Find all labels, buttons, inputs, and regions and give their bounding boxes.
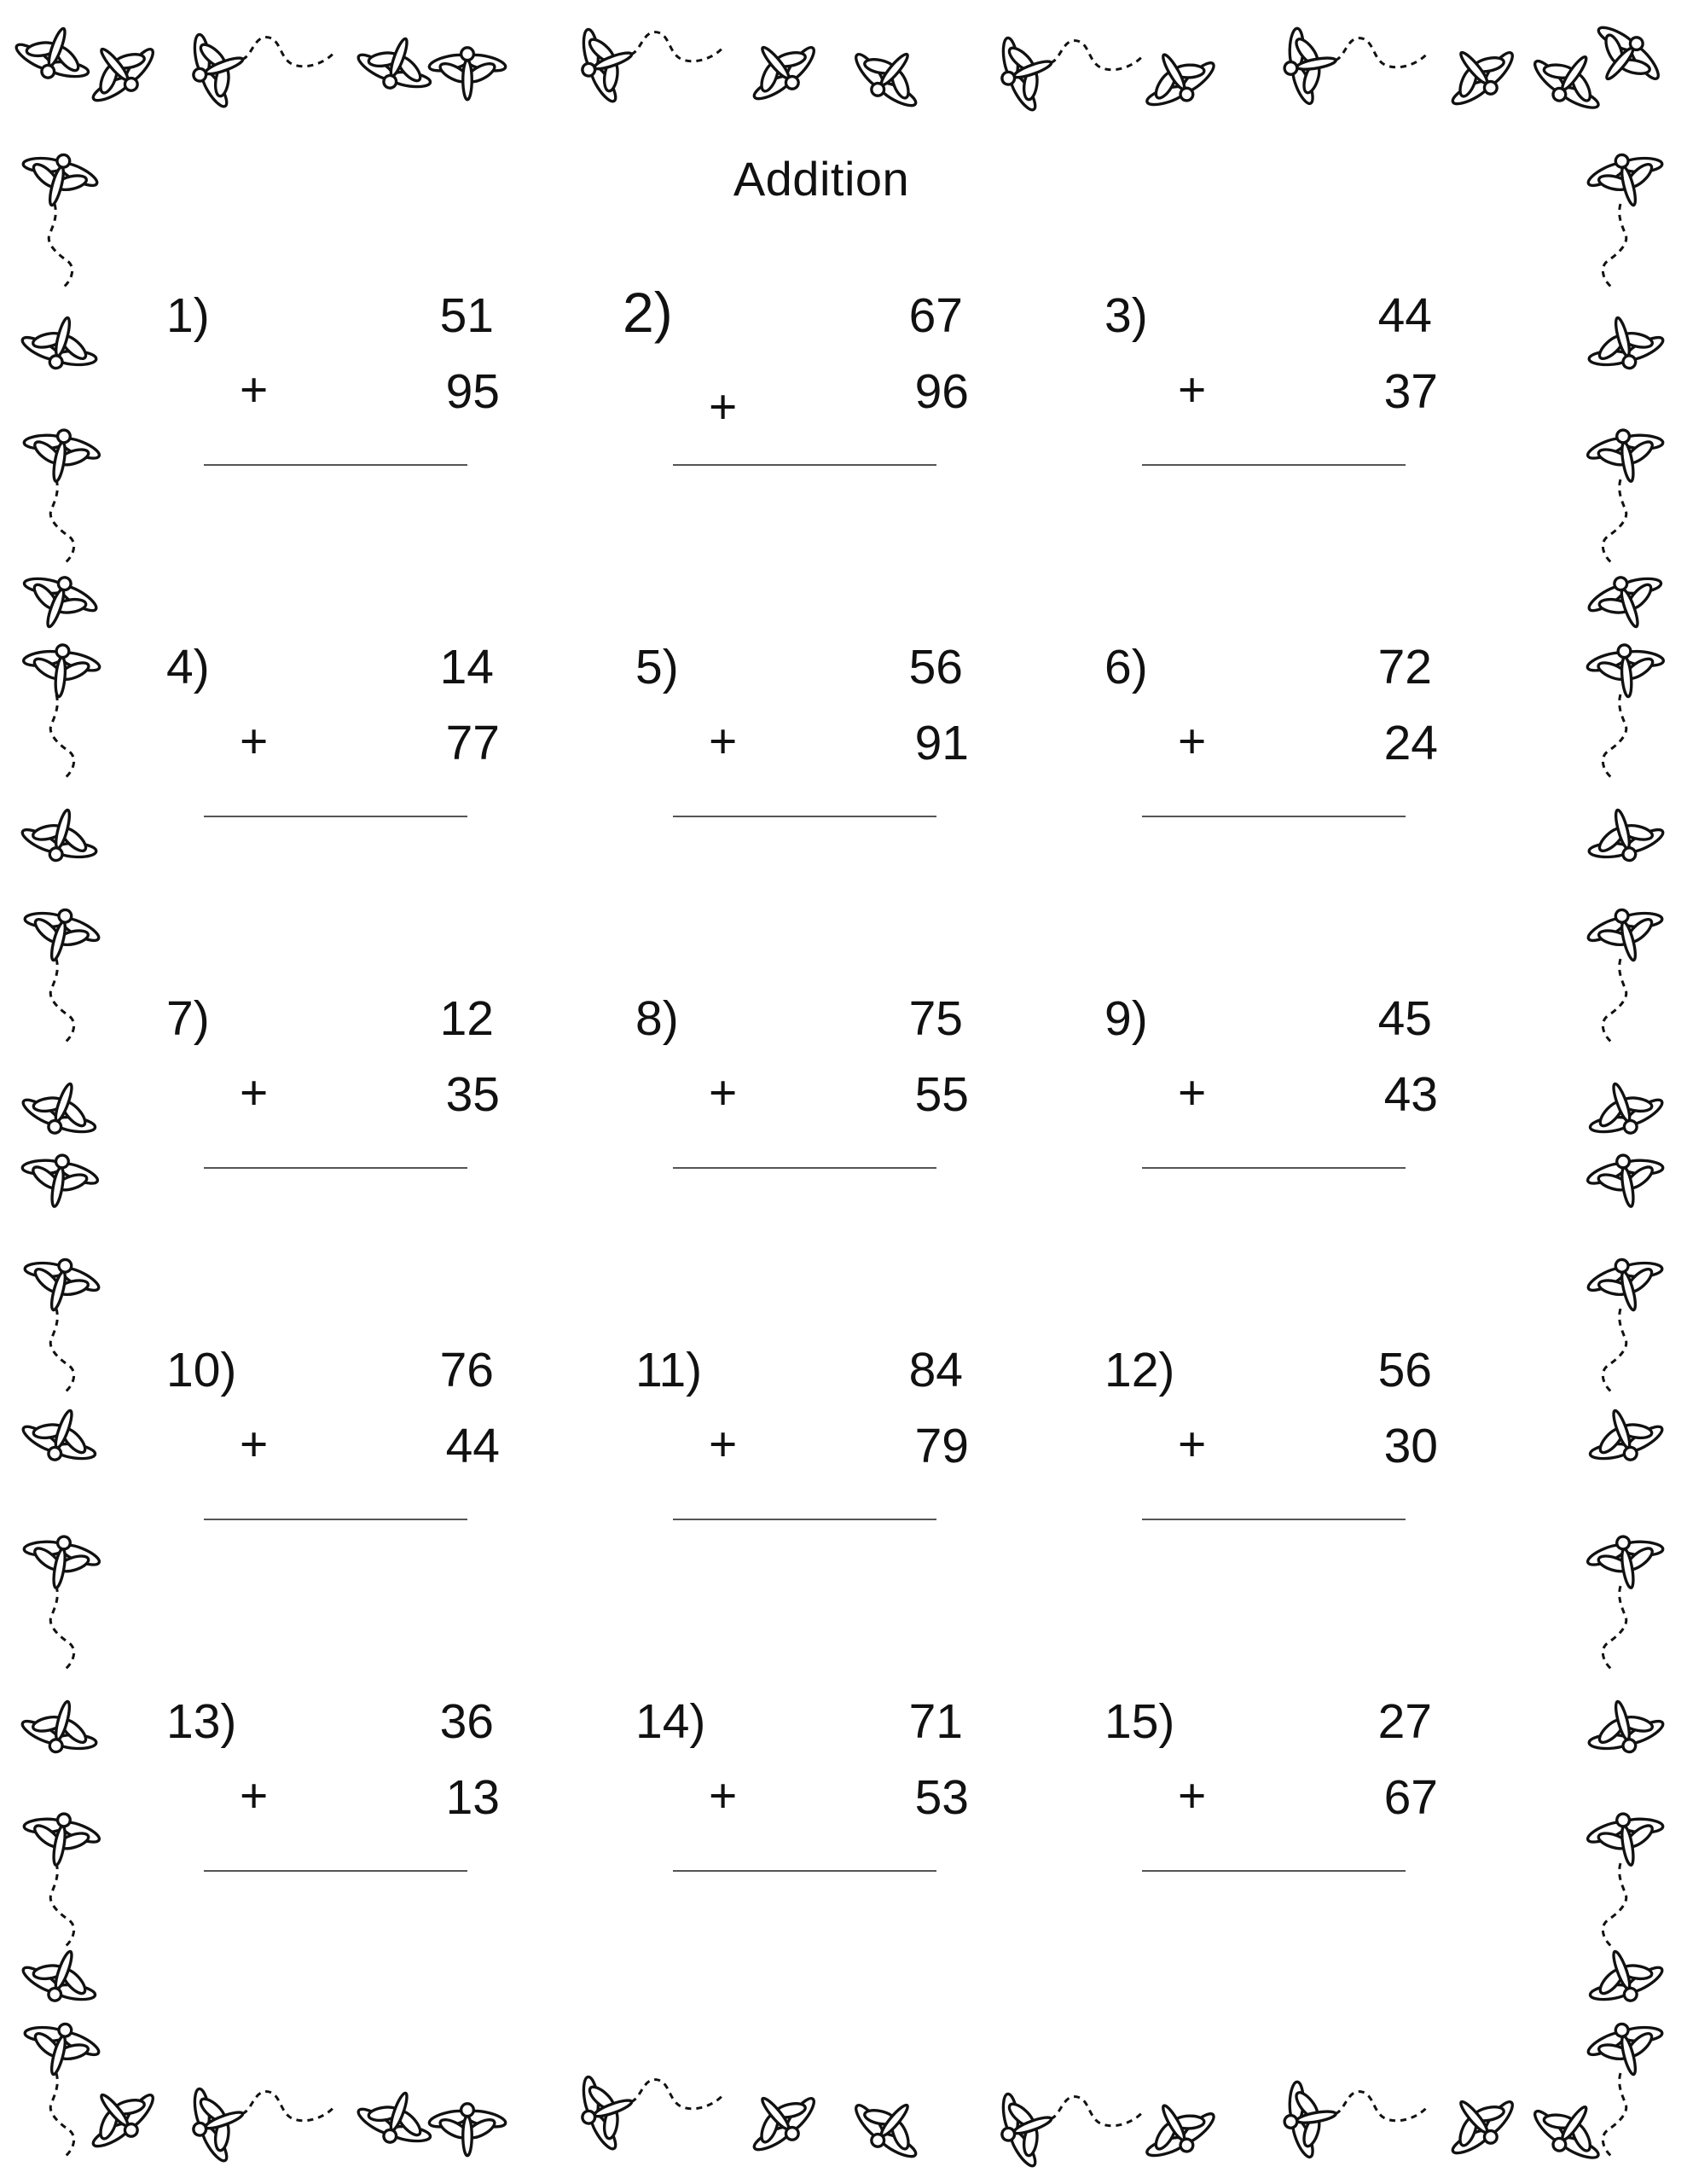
dashed-flight-trail [242,2092,333,2121]
dragonfly-icon [17,423,104,563]
dragonfly-icon [180,2077,332,2169]
dragonfly-icon [16,308,106,379]
top-addend: 67 [908,288,963,343]
dragonfly-icon [16,1692,106,1763]
top-addend: 36 [439,1694,494,1749]
bottom-addend: 55 [914,1067,969,1122]
dashed-flight-trail [50,2073,73,2157]
dragonfly-icon [15,1148,102,1213]
dragonfly-icon [1431,27,1525,118]
worksheet-title: Addition [733,152,910,206]
plus-sign: + [1178,714,1207,769]
dragonfly-icon [1580,1692,1669,1763]
dragonfly-icon [1585,642,1667,778]
bottom-addend: 35 [445,1067,500,1122]
answer-line[interactable] [204,464,467,466]
problem-4 [166,640,610,873]
problem-12 [1104,1343,1548,1576]
problem-13 [166,1694,610,1927]
bottom-addend: 44 [445,1419,500,1473]
bottom-addend: 91 [914,716,969,770]
dragonfly-icon [15,1938,107,2014]
dragonfly-icon [15,1250,105,1392]
plus-sign: + [709,714,738,769]
problem-number: 9) [1104,991,1148,1046]
dragonfly-icon [20,642,102,778]
answer-line[interactable] [673,1870,936,1872]
bottom-addend: 95 [445,364,500,419]
dragonfly-icon [988,26,1140,118]
problem-number: 10) [166,1343,237,1397]
problem-number: 7) [166,991,210,1046]
dragonfly-icon [180,22,332,114]
dragonfly-icon [17,1530,104,1670]
problem-10 [166,1343,610,1576]
dashed-flight-trail [631,2080,722,2109]
dashed-flight-trail [1603,204,1626,288]
top-addend: 72 [1377,640,1432,694]
answer-line[interactable] [204,816,467,817]
answer-line[interactable] [1142,1519,1406,1520]
dashed-flight-trail [1603,479,1626,563]
problem-number: 15) [1104,1694,1175,1749]
dragonfly-icon [1523,34,1618,122]
answer-line[interactable] [673,1167,936,1169]
dragonfly-icon [569,2065,721,2157]
dashed-flight-trail [1335,2092,1425,2121]
dragonfly-icon [9,15,101,91]
dragonfly-icon [1583,1148,1670,1213]
dashed-flight-trail [1335,38,1425,67]
plus-sign: + [240,714,269,769]
problem-number: 2) [623,281,673,344]
top-addend: 56 [908,640,963,694]
dragonfly-icon [72,24,165,114]
problem-number: 12) [1104,1343,1175,1397]
top-addend: 27 [1377,1694,1432,1749]
answer-line[interactable] [204,1870,467,1872]
answer-line[interactable] [673,1519,936,1520]
dragonfly-icon [844,2080,937,2170]
answer-line[interactable] [1142,464,1406,466]
dragonfly-icon [15,1397,107,1473]
dragonfly-icon [1580,800,1669,871]
problem-number: 5) [635,640,679,694]
bottom-addend: 77 [445,716,500,770]
dragonfly-icon [15,2014,105,2157]
dragonfly-icon [428,48,507,100]
plus-sign: + [709,1417,738,1472]
dashed-flight-trail [50,1309,73,1392]
problem-number: 3) [1104,288,1148,343]
plus-sign: + [240,1769,269,1823]
top-addend: 76 [439,1343,494,1397]
dashed-flight-trail [1603,2073,1626,2157]
problem-3 [1104,288,1548,521]
dragonfly-icon [1583,1530,1670,1670]
answer-line[interactable] [673,816,936,817]
dragonfly-icon [1583,1807,1670,1947]
dragonfly-icon [1130,2086,1225,2170]
dragonfly-icon [1578,1397,1670,1473]
dragonfly-icon [1577,14,1671,104]
dragonfly-icon [569,17,721,109]
dragonfly-icon [1578,1938,1670,2014]
problem-number: 1) [166,288,210,343]
problem-number: 11) [635,1343,703,1397]
top-addend: 12 [439,991,494,1046]
dashed-flight-trail [1051,41,1141,70]
plus-sign: + [240,363,269,417]
answer-line[interactable] [204,1519,467,1520]
dragonfly-icon [1582,1250,1672,1392]
dragonfly-icon [351,26,443,102]
top-addend: 51 [439,288,494,343]
dragonfly-icon [12,564,104,640]
plus-sign: + [1178,1066,1207,1120]
problem-number: 4) [166,640,210,694]
dragonfly-icon [351,2080,443,2156]
problem-11 [635,1343,1079,1576]
dragonfly-icon [15,1071,107,1147]
top-addend: 56 [1377,1343,1432,1397]
dashed-flight-trail [631,32,722,61]
bottom-addend: 30 [1383,1419,1438,1473]
plus-sign: + [709,380,738,434]
problem-9 [1104,991,1548,1224]
dragonfly-icon [17,1807,104,1947]
problem-15 [1104,1694,1548,1927]
dragonfly-icon [428,2104,507,2156]
dashed-flight-trail [50,959,73,1043]
plus-sign: + [709,1066,738,1120]
dragonfly-icon [1583,423,1670,563]
problem-2 [623,281,1079,521]
top-addend: 45 [1377,991,1432,1046]
dashed-flight-trail [1603,694,1626,778]
problem-6 [1104,640,1548,873]
bottom-addend: 13 [445,1770,500,1825]
dragonfly-icon [1582,2014,1672,2157]
dashed-flight-trail [50,1863,73,1947]
top-addend: 14 [439,640,494,694]
dashed-flight-trail [50,694,73,778]
bottom-addend: 43 [1383,1067,1438,1122]
dashed-flight-trail [1603,1863,1626,1947]
dragonfly-icon [1582,900,1672,1043]
dashed-flight-trail [1051,2097,1141,2126]
dragonfly-icon [1278,21,1425,108]
dragonfly-icon [988,2082,1140,2174]
problem-number: 14) [635,1694,706,1749]
problem-number: 13) [166,1694,237,1749]
top-addend: 84 [908,1343,963,1397]
top-addend: 75 [908,991,963,1046]
problem-5 [635,640,1079,873]
bottom-addend: 37 [1383,364,1438,419]
dragonfly-icon [1278,2075,1425,2162]
problem-number: 6) [1104,640,1148,694]
dragonfly-icon [1580,308,1669,379]
problem-number: 8) [635,991,679,1046]
plus-sign: + [709,1769,738,1823]
plus-sign: + [240,1417,269,1472]
plus-sign: + [1178,1417,1207,1472]
dragonfly-icon [1130,35,1225,119]
dashed-flight-trail [242,38,333,67]
problem-7 [166,991,610,1224]
bottom-addend: 24 [1383,716,1438,770]
dragonfly-icon [733,2073,826,2164]
answer-line[interactable] [204,1167,467,1169]
answer-line[interactable] [1142,1870,1406,1872]
top-addend: 71 [908,1694,963,1749]
problem-14 [635,1694,1079,1927]
problem-1 [166,288,610,521]
dashed-flight-trail [49,204,72,288]
dashed-flight-trail [1603,959,1626,1043]
dragonfly-icon [16,800,106,871]
answer-line[interactable] [1142,1167,1406,1169]
dashed-flight-trail [1603,1309,1626,1392]
dragonfly-icon [844,29,937,119]
plus-sign: + [1178,1769,1207,1823]
bottom-addend: 67 [1383,1770,1438,1825]
plus-sign: + [1178,363,1207,417]
answer-line[interactable] [1142,816,1406,817]
dashed-flight-trail [1603,1586,1626,1670]
dragonfly-icon [72,2070,165,2160]
bottom-addend: 79 [914,1419,969,1473]
dragonfly-icon [1581,564,1673,640]
dragonfly-icon [15,900,105,1043]
problem-8 [635,991,1079,1224]
dragonfly-icon [733,22,826,113]
dragonfly-icon [1578,1071,1670,1147]
top-addend: 44 [1377,288,1432,343]
dragonfly-icon [1431,2077,1525,2167]
answer-line[interactable] [673,464,936,466]
plus-sign: + [240,1066,269,1120]
bottom-addend: 53 [914,1770,969,1825]
dashed-flight-trail [50,1586,73,1670]
dashed-flight-trail [50,479,73,563]
bottom-addend: 96 [914,364,969,419]
dragonfly-icon [1523,2084,1618,2172]
